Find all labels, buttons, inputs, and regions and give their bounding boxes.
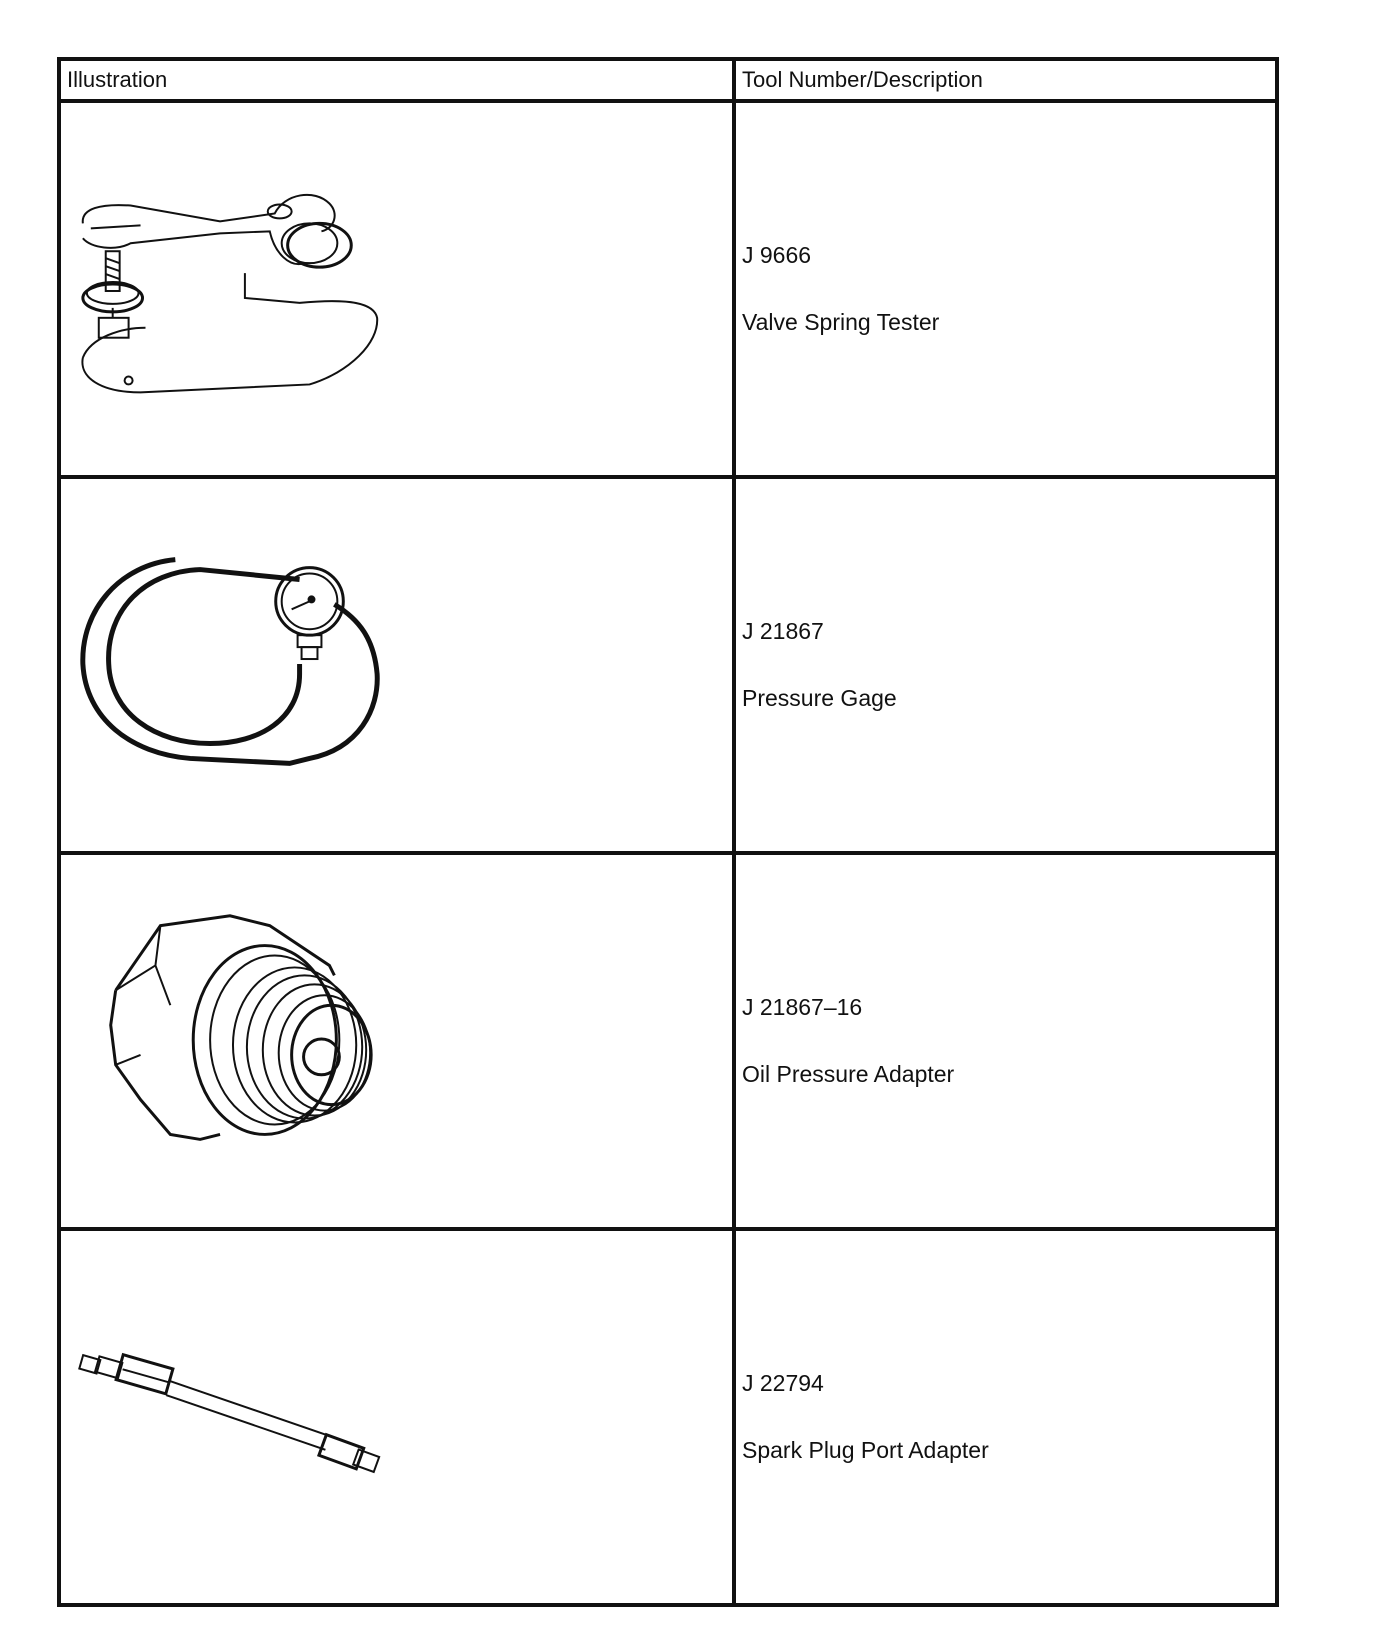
header-illustration: Illustration [59, 59, 734, 101]
tool-number: J 22794 [742, 1370, 824, 1396]
table-header-row [59, 59, 1277, 101]
description-cell [734, 477, 1277, 853]
tool-table [57, 57, 1279, 1607]
valve-spring-tester-icon [61, 103, 732, 475]
illustration-cell [59, 853, 734, 1229]
table-row [59, 853, 1277, 1229]
tool-description: Pressure Gage [742, 685, 897, 711]
header-tool-description: Tool Number/Description [734, 59, 1277, 101]
table-row [59, 477, 1277, 853]
table-row [59, 101, 1277, 477]
description-cell [734, 101, 1277, 477]
tool-number: J 21867 [742, 618, 824, 644]
tool-description: Spark Plug Port Adapter [742, 1437, 989, 1463]
spark-plug-port-adapter-icon [61, 1231, 732, 1603]
tool-description: Valve Spring Tester [742, 309, 940, 335]
tool-description: Oil Pressure Adapter [742, 1061, 955, 1087]
description-cell [734, 853, 1277, 1229]
tool-number: J 21867–16 [742, 994, 863, 1020]
pressure-gage-icon [61, 479, 732, 851]
oil-pressure-adapter-icon [61, 855, 732, 1227]
description-cell [734, 1229, 1277, 1605]
table-row [59, 1229, 1277, 1605]
tool-number: J 9666 [742, 242, 812, 268]
illustration-cell [59, 477, 734, 853]
illustration-cell [59, 101, 734, 477]
illustration-cell [59, 1229, 734, 1605]
